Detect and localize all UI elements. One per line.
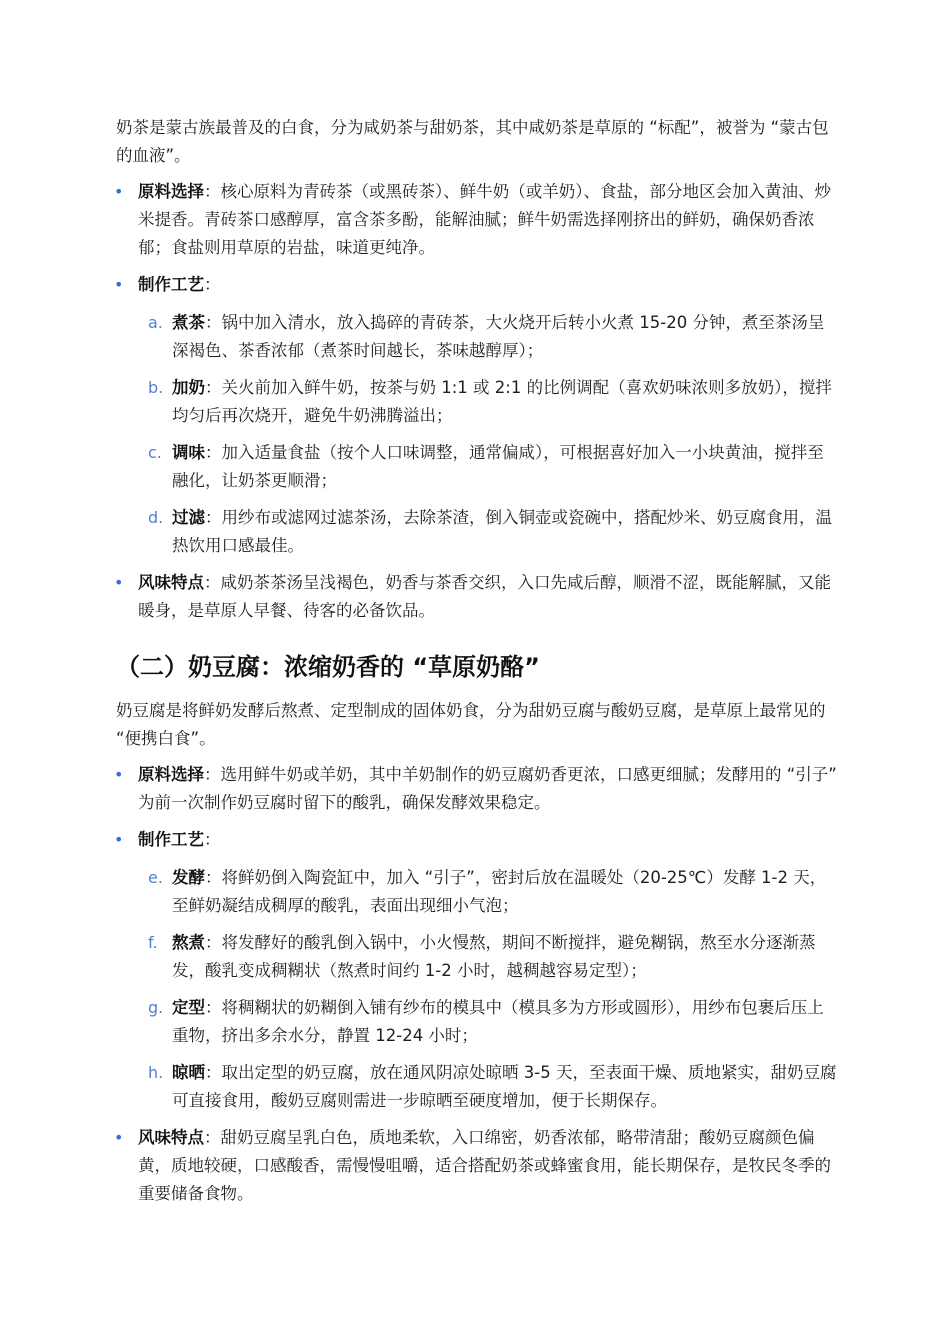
- step-item-filter: [148, 504, 840, 560]
- step-marker: c.: [148, 443, 162, 462]
- bullet-dot: •: [114, 830, 124, 849]
- section-heading-milk-tofu: （二）奶豆腐：浓缩奶香的 “草原奶酪”: [116, 653, 540, 681]
- bullet-milk-tofu-materials: [114, 761, 840, 817]
- bullet-text: ：选用鲜牛奶或羊奶，其中羊奶制作的奶豆腐奶香更浓，口感更细腻；发酵用的 “引子” 为前一次制作奶豆腐时留下的酸乳，确保发酵效果稳定。: [138, 765, 837, 812]
- term-label: 风味特点: [138, 573, 204, 592]
- step-item-add-milk: [148, 374, 840, 430]
- step-term: 晾晒: [172, 1063, 205, 1082]
- step-term: 定型: [172, 998, 205, 1017]
- bullet-milk-tea-flavor: [114, 569, 840, 625]
- bullet-text: ：甜奶豆腐呈乳白色，质地柔软，入口绵密，奶香浓郁，略带清甜；酸奶豆腐颜色偏黄，质地较硬，口感酸香，需慢慢咀嚼，适合搭配奶茶或蜂蜜食用，能长期保存，是牧民冬季的重要储备食物。: [138, 1128, 831, 1203]
- bullet-milk-tofu-process: [114, 826, 840, 854]
- bullet-dot: •: [114, 765, 124, 784]
- step-item-ferment: [148, 864, 840, 920]
- bullet-dot: •: [114, 275, 124, 294]
- step-item-dry: [148, 1059, 840, 1115]
- step-term: 过滤: [172, 508, 205, 527]
- bullet-text: ：核心原料为青砖茶（或黑砖茶）、鲜牛奶（或羊奶）、食盐，部分地区会加入黄油、炒米提香。青砖茶口感醇厚，富含茶多酚，能解油腻；鲜牛奶需选择刚挤出的鲜奶，确保奶香浓郁；食盐则用草原的岩盐，味道更纯净。: [138, 182, 831, 257]
- step-item-simmer: [148, 929, 840, 985]
- step-marker: a.: [148, 313, 163, 332]
- step-marker: h.: [148, 1063, 164, 1082]
- step-text: ：取出定型的奶豆腐，放在通风阴凉处晾晒 3-5 天，至表面干燥、质地紧实，甜奶豆腐可直接食用，酸奶豆腐则需进一步晾晒至硬度增加，便于长期保存。: [172, 1063, 837, 1110]
- term-label: 原料选择: [138, 765, 204, 784]
- step-item-boil-tea: [148, 309, 840, 365]
- bullet-dot: •: [114, 573, 124, 592]
- term-label: 制作工艺: [138, 275, 204, 294]
- intro-paragraph: 奶茶是蒙古族最普及的白食，分为咸奶茶与甜奶茶，其中咸奶茶是草原的 “标配”，被誉为 “蒙古包的血液”。: [116, 118, 829, 165]
- step-item-shape: [148, 994, 840, 1050]
- step-text: ：锅中加入清水，放入捣碎的青砖茶，大火烧开后转小火煮 15-20 分钟，煮至茶汤呈深褐色、茶香浓郁（煮茶时间越长，茶味越醇厚）；: [172, 313, 825, 360]
- step-term: 调味: [172, 443, 205, 462]
- step-marker: g.: [148, 998, 164, 1017]
- step-marker: e.: [148, 868, 163, 887]
- bullet-dot: •: [114, 1128, 124, 1147]
- step-term: 煮茶: [172, 313, 205, 332]
- bullet-milk-tea-process: [114, 271, 840, 299]
- term-label: 原料选择: [138, 182, 204, 201]
- term-label: 制作工艺: [138, 830, 204, 849]
- bullet-milk-tea-materials: [114, 178, 840, 262]
- step-item-season: [148, 439, 840, 495]
- step-text: ：加入适量食盐（按个人口味调整，通常偏咸），可根据喜好加入一小块黄油，搅拌至融化，让奶茶更顺滑；: [172, 443, 824, 490]
- step-term: 熬煮: [172, 933, 205, 952]
- bullet-milk-tofu-flavor: [114, 1124, 840, 1208]
- milk-tofu-intro-paragraph: 奶豆腐是将鲜奶发酵后熬煮、定型制成的固体奶食，分为甜奶豆腐与酸奶豆腐，是草原上最常见的 “便携白食”。: [116, 701, 826, 748]
- step-term: 加奶: [172, 378, 205, 397]
- step-marker: b.: [148, 378, 164, 397]
- step-text: ：关火前加入鲜牛奶，按茶与奶 1:1 或 2:1 的比例调配（喜欢奶味浓则多放奶），搅拌均匀后再次烧开，避免牛奶沸腾溢出；: [172, 378, 832, 425]
- step-marker: d.: [148, 508, 164, 527]
- step-text: ：将鲜奶倒入陶瓷缸中，加入 “引子”，密封后放在温暖处（20-25℃）发酵 1-2 天，至鲜奶凝结成稠厚的酸乳，表面出现细小气泡；: [172, 868, 827, 915]
- bullet-dot: •: [114, 182, 124, 201]
- term-label: 风味特点: [138, 1128, 204, 1147]
- bullet-text: ：: [204, 275, 221, 294]
- bullet-text: ：咸奶茶茶汤呈浅褐色，奶香与茶香交织，入口先咸后醇，顺滑不涩，既能解腻，又能暖身，是草原人早餐、待客的必备饮品。: [138, 573, 831, 620]
- bullet-text: ：: [204, 830, 221, 849]
- step-text: ：将发酵好的酸乳倒入锅中，小火慢熬，期间不断搅拌，避免糊锅，熬至水分逐渐蒸发，酸乳变成稠糊状（熬煮时间约 1-2 小时，越稠越容易定型）；: [172, 933, 816, 980]
- step-text: ：用纱布或滤网过滤茶汤，去除茶渣，倒入铜壶或瓷碗中，搭配炒米、奶豆腐食用，温热饮用口感最佳。: [172, 508, 832, 555]
- step-marker: f.: [148, 933, 158, 952]
- step-term: 发酵: [172, 868, 205, 887]
- step-text: ：将稠糊状的奶糊倒入铺有纱布的模具中（模具多为方形或圆形），用纱布包裹后压上重物，挤出多余水分，静置 12-24 小时；: [172, 998, 824, 1045]
